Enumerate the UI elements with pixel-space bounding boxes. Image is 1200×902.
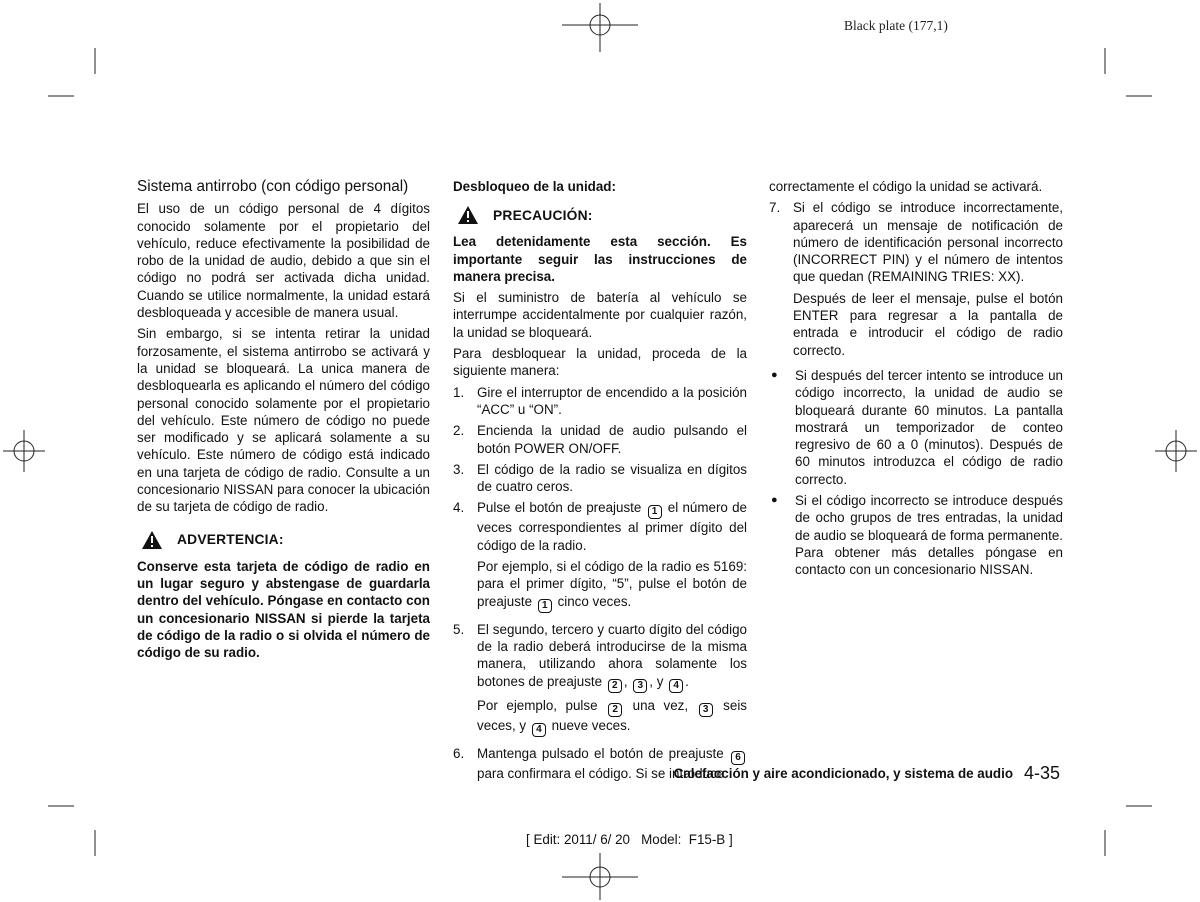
edit-info: [ Edit: 2011/ 6/ 20 Model: F15-B ] (526, 832, 733, 847)
bullet-icon: ● (771, 494, 778, 507)
step-text: Después de leer el mensaje, pulse el botón ENTER para regresar a la pantalla de entrada e introducir el código de radio correcto. (793, 290, 1063, 358)
footer-section-title: Calefacción y aire acondicionado, y sistema de audio (673, 766, 1013, 781)
step-text: El código de la radio se visualiza en dígitos de cuatro ceros. (477, 461, 747, 495)
caution-title: PRECAUCIÓN: (493, 207, 593, 223)
step-example: nueve veces. (551, 717, 631, 733)
step-number: 3. (453, 461, 465, 477)
step-text: El segundo, tercero y cuarto dígito del código de la radio deberá introducirse de la misma manera, utilizando ahora solamente los botones de preajuste (477, 621, 747, 689)
preset-button-icon: 2 (608, 703, 622, 717)
bullet-text: Si el código incorrecto se introduce después de ocho grupos de tres entradas, la unidad de audio se bloqueará de forma permanente. Para obtener más detalles póngase en contacto con un concesionario NISSAN. (795, 493, 1063, 578)
bullet-item (769, 367, 1063, 488)
list-item (453, 384, 747, 419)
separator: , y (649, 673, 664, 689)
step-example: Por ejemplo, pulse (477, 697, 598, 713)
separator: . (685, 673, 689, 689)
step-text: para confirmara el código. Si se introduce (477, 765, 725, 781)
bullet-text: Si después del tercer intento se introduce un código incorrecto, la unidad de audio se bloqueará durante 60 minutos. La pantalla mostrará un temporizador de conteo regresivo de 60 a 0 (minutos). Después de 60 minutos introduzca el código de radio correcto. (795, 367, 1063, 487)
warning-text: Conserve esta tarjeta de código de radio en un lugar seguro y abstengase de guardarla dentro del vehículo. Póngase en contacto con un concesionario NISSAN si pierde la tarjeta de código de la radio o si olvida el número de código de su radio. (137, 558, 430, 661)
step-example: una vez, (632, 697, 689, 713)
step-continuation: correctamente el código la unidad se activará. (769, 179, 1043, 194)
paragraph: El uso de un código personal de 4 dígitos conocido solamente por el propietario del vehículo, reduce efectivamente la posibilidad de robo de la unidad de audio, debido a que sin el código no podrá ser activada dicha unidad. Cuando se utilice normalmente, la unidad estará desbloqueada y accesible de manera usual. (137, 201, 430, 321)
step-number: 2. (453, 423, 465, 439)
section-title: Sistema antirrobo (con código personal) (137, 178, 409, 195)
step-number: 6. (453, 745, 465, 761)
column-1 (137, 178, 430, 665)
warning-header (141, 530, 430, 550)
step-text: Encienda la unidad de audio pulsando el botón POWER ON/OFF. (477, 423, 747, 456)
list-item (453, 621, 747, 741)
warning-title: ADVERTENCIA: (177, 531, 284, 547)
caution-header (457, 205, 747, 225)
step-example: seis veces, y (477, 697, 747, 733)
bullet-item (769, 492, 1063, 578)
step-text: el número de veces correspondientes al primer dígito del código de la radio. (477, 500, 747, 553)
paragraph: Para desbloquear la unidad, proceda de la siguiente manera: (453, 346, 747, 379)
preset-button-icon: 1 (648, 505, 662, 519)
preset-button-icon: 4 (669, 679, 683, 693)
plate-label: Black plate (177,1) (844, 18, 948, 33)
step-number: 1. (453, 384, 465, 400)
step-example: cinco veces. (557, 593, 632, 609)
bullet-icon: ● (771, 368, 778, 381)
step-number: 4. (453, 500, 465, 516)
list-item (453, 461, 747, 496)
preset-button-icon: 2 (608, 679, 622, 693)
preset-button-icon: 1 (538, 599, 552, 613)
list-item (453, 422, 747, 457)
step-text: Mantenga pulsado el botón de preajuste (477, 745, 724, 761)
list-item (769, 199, 1063, 363)
preset-button-icon: 4 (532, 723, 546, 737)
paragraph: Si el suministro de batería al vehículo se interrumpe accidentalmente por cualquier razón, la unidad se bloqueará. (453, 290, 747, 340)
subsection-heading: Desbloqueo de la unidad: (453, 179, 616, 194)
preset-button-icon: 3 (633, 679, 647, 693)
column-2 (453, 178, 747, 786)
list-item (453, 499, 747, 616)
step-body (477, 499, 747, 616)
step-text: Gire el interruptor de encendido a la posición “ACC” u “ON”. (477, 384, 747, 417)
page-number: 4-35 (1024, 763, 1061, 783)
step-text: Pulse el botón de preajuste (477, 500, 642, 516)
step-body (477, 621, 747, 741)
warning-icon (141, 530, 163, 550)
step-body (793, 199, 1063, 363)
steps-list (453, 384, 747, 782)
step-number: 7. (769, 200, 781, 216)
column-3 (769, 178, 1063, 583)
caution-icon (457, 205, 479, 225)
step-example: Por ejemplo, si el código de la radio es 5169: para el primer dígito, “5”, pulse el botón de preajuste (477, 559, 747, 609)
preset-button-icon: 3 (699, 703, 713, 717)
separator: , (623, 673, 628, 689)
step-number: 5. (453, 621, 465, 637)
preset-button-icon: 6 (731, 751, 745, 765)
step-text: Si el código se introduce incorrectamente, aparecerá un mensaje de notificación de número de identificación personal incorrecto (INCORRECT PIN) y el número de intentos que quedan (REMAINING TRIES: XX). (793, 200, 1063, 285)
caution-text: Lea detenidamente esta sección. Es importante seguir las instrucciones de manera precisa. (453, 234, 747, 284)
paragraph: Sin embargo, si se intenta retirar la unidad forzosamente, el sistema antirrobo se activará y la unidad se bloqueará. La unica manera de desbloquearla es aplicando el número del código personal conocido solamente por el propietario del vehículo. Este número de código no puede ser modificado y se aplicará solamente a su vehículo. Este número de código está indicado en una tarjeta de código de radio. Consulte a un concesionario NISSAN para conocer la ubicación de su tarjeta de código de radio. (137, 326, 430, 515)
